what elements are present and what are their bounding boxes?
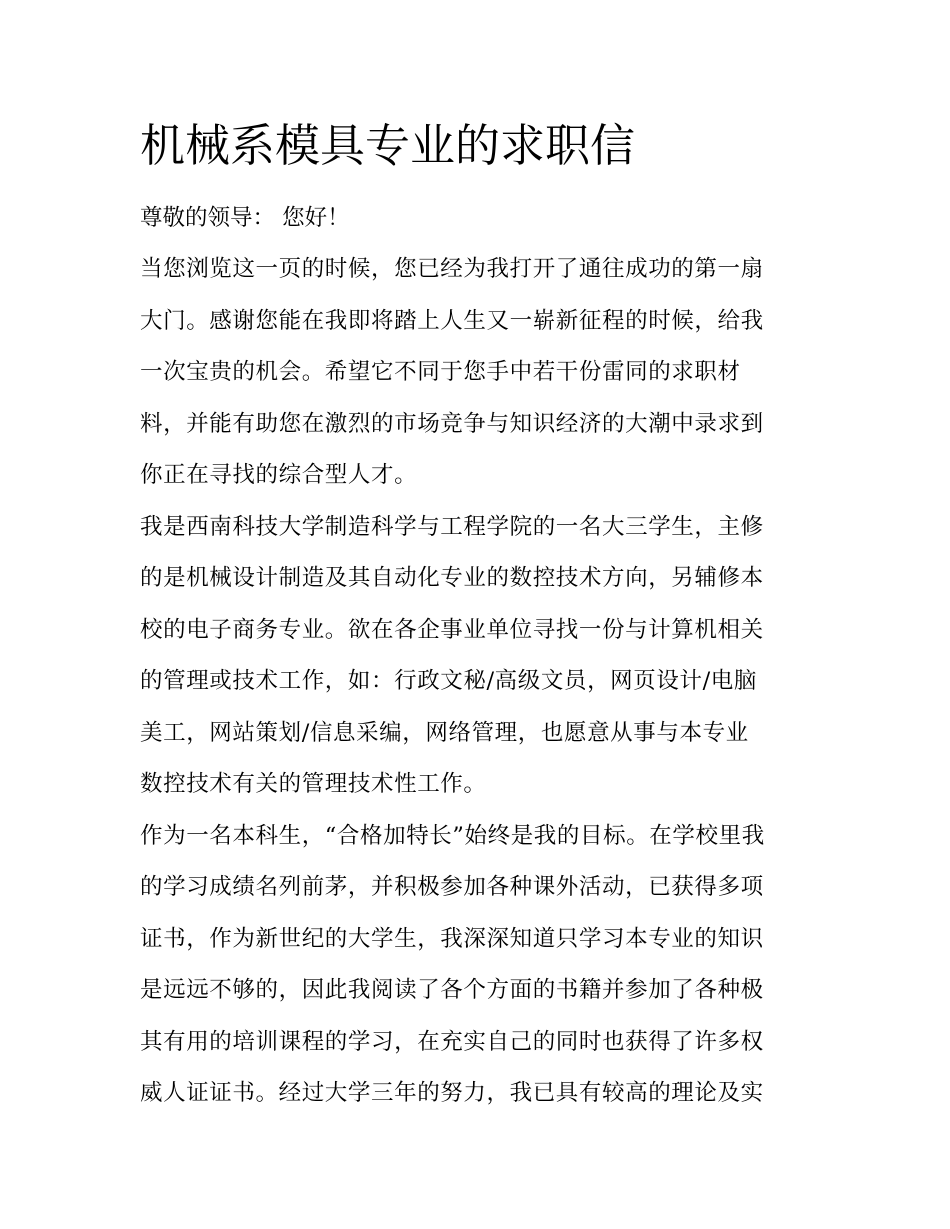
paragraph-intro — [140, 244, 812, 502]
paragraph-line: 校的电子商务专业。欲在各企事业单位寻找一份与计算机相关 — [140, 616, 764, 643]
paragraph-line: 证书，作为新世纪的大学生，我深深知道只学习本专业的知识 — [140, 925, 764, 952]
greeting-line: 尊敬的领导： 您好！ — [140, 205, 350, 231]
paragraph-line: 大门。感谢您能在我即将踏上人生又一崭新征程的时候，给我 — [140, 307, 764, 334]
document-body — [140, 118, 812, 1120]
document-title: 机械系模具专业的求职信 — [140, 119, 636, 172]
paragraph-background — [140, 502, 812, 811]
paragraph-line: 你正在寻找的综合型人才。 — [140, 462, 418, 488]
paragraph-line: 的管理或技术工作，如：行政文秘/高级文员，网页设计/电脑 — [140, 668, 757, 694]
paragraph-line: 我是西南科技大学制造科学与工程学院的一名大三学生，主修 — [140, 513, 764, 540]
paragraph-line: 其有用的培训课程的学习，在充实自己的同时也获得了许多权 — [140, 1028, 764, 1055]
paragraph-line: 威人证证书。经过大学三年的努力，我已具有较高的理论及实 — [140, 1080, 764, 1106]
paragraph-line: 料，并能有助您在激烈的市场竞争与知识经济的大潮中录求到 — [140, 410, 764, 437]
paragraph-achievements — [140, 811, 812, 1120]
paragraph-line: 美工，网站策划/信息采编，网络管理，也愿意从事与本专业 — [140, 719, 749, 746]
paragraph-line: 是远远不够的，因此我阅读了各个方面的书籍并参加了各种极 — [140, 977, 764, 1003]
paragraph-line: 一次宝贵的机会。希望它不同于您手中若干份雷同的求职材 — [140, 359, 741, 385]
paragraph-line: 的学习成绩名列前茅，并积极参加各种课外活动，已获得多项 — [140, 874, 764, 900]
paragraph-line: 数控技术有关的管理技术性工作。 — [140, 771, 487, 797]
paragraph-line: 当您浏览这一页的时候，您已经为我打开了通往成功的第一扇 — [140, 256, 764, 282]
paragraph-line: 的是机械设计制造及其自动化专业的数控技术方向，另辅修本 — [140, 565, 764, 591]
paragraph-line: 作为一名本科生，“合格加特长”始终是我的目标。在学校里我 — [140, 822, 765, 849]
